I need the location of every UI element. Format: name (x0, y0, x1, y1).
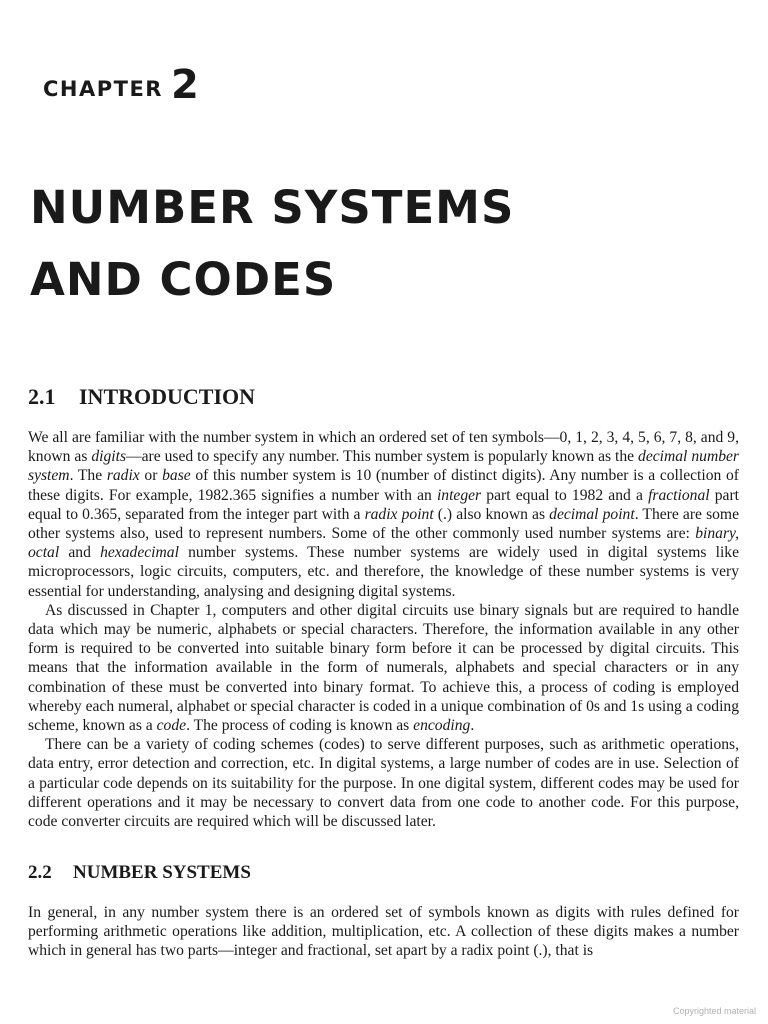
section-heading-introduction (28, 384, 255, 410)
text-run: or (139, 467, 163, 485)
section-title: INTRODUCTION (79, 384, 256, 409)
section-title: NUMBER SYSTEMS (73, 862, 251, 883)
text-run: There can be a variety of coding schemes (codes) to serve different purposes, such as arithmetic operations, data entry, error detection and correction, etc. In digital systems, a large number of codes are in use. Selection of a particular code depends on its suitability for the purpose. In one digital system, different codes may be used for different operations and it may be necessary to convert data from one code to another code. For this purpose, code converter circuits are required which will be discussed later. (28, 736, 739, 831)
text-run: —are used to specify any number. This number system is popularly known as the (126, 448, 639, 466)
introduction-body (28, 428, 739, 831)
text-run: . (470, 717, 475, 735)
chapter-label (43, 62, 199, 108)
italic-term: integer (436, 486, 482, 504)
section-heading-number-systems (28, 862, 251, 884)
italic-term: radix (106, 467, 140, 485)
italic-term: encoding (413, 717, 471, 735)
text-run: number systems. These number systems are widely used in digital systems like microprocessors, logic circuits, computers, etc. and therefore, the knowledge of these number systems is very essential for understanding, analysing and designing digital systems. (28, 544, 739, 600)
section-number: 2.1 (28, 384, 56, 409)
text-run: part equal to 0.365, separated from the integer part with a (28, 486, 739, 523)
text-run: As discussed in Chapter 1, computers and other digital circuits use binary signals but are required to handle data which may be numeric, alphabets or special characters. Therefore, the information available in any other form is required to be converted into suitable binary form before it can be processed by digital circuits. This means that the information available in the form of numerals, alphabets and special characters or in any combination of these must be converted into binary format. To achieve this, a process of coding is employed whereby each numeral, alphabet or special character is coded in a unique combination of 0s and 1s using a coding scheme, known as a (28, 601, 740, 735)
italic-term: decimal point (549, 505, 635, 523)
paragraph (28, 601, 739, 735)
text-run: . The process of coding is known as (186, 717, 414, 735)
chapter-title-line-1: NUMBER SYSTEMS (30, 181, 515, 234)
chapter-number: 2 (170, 62, 199, 108)
text-run: . There are some other systems also, used to represent numbers. Some of the other commonly used number systems are: (28, 505, 739, 543)
text-run: of this number system is 10 (number of distinct digits). Any number is a collection of these digits. For example, 1982.365 signifies a number with an (28, 467, 739, 504)
italic-term: radix point (364, 505, 434, 523)
italic-term: digits (91, 448, 127, 466)
chapter-word: CHAPTER (43, 77, 163, 101)
number-systems-body (28, 903, 739, 961)
italic-term: base (162, 467, 191, 485)
italic-term: fractional (648, 486, 710, 504)
italic-term: hexadecimal (100, 544, 179, 562)
text-run: and (59, 544, 101, 562)
text-run: We all are familiar with the number system in which an ordered set of ten symbols—0, 1, 2, 3, 4, 5, 6, 7, 8, and 9, known as (28, 429, 739, 466)
text-run: . The (69, 467, 107, 485)
italic-term: decimal number system (28, 448, 739, 485)
section-number: 2.2 (28, 862, 52, 883)
text-run: In general, in any number system there is an ordered set of symbols known as digits with rules defined for performing arithmetic operations like addition, multiplication, etc. A collection of these digits makes a number which in general has two parts—integer and fractional, set apart by a radix point (.), that is (28, 904, 739, 960)
italic-term: binary, octal (28, 525, 739, 562)
chapter-title-line-2: AND CODES (30, 253, 337, 306)
paragraph (28, 428, 739, 601)
paragraph (28, 903, 739, 961)
copyright-watermark: Copyrighted material (672, 1006, 756, 1016)
text-run: part equal to 1982 and a (481, 486, 649, 504)
text-run: (.) also known as (433, 505, 550, 523)
chapter-title (30, 172, 514, 316)
italic-term: code (156, 717, 187, 735)
paragraph (28, 735, 739, 831)
